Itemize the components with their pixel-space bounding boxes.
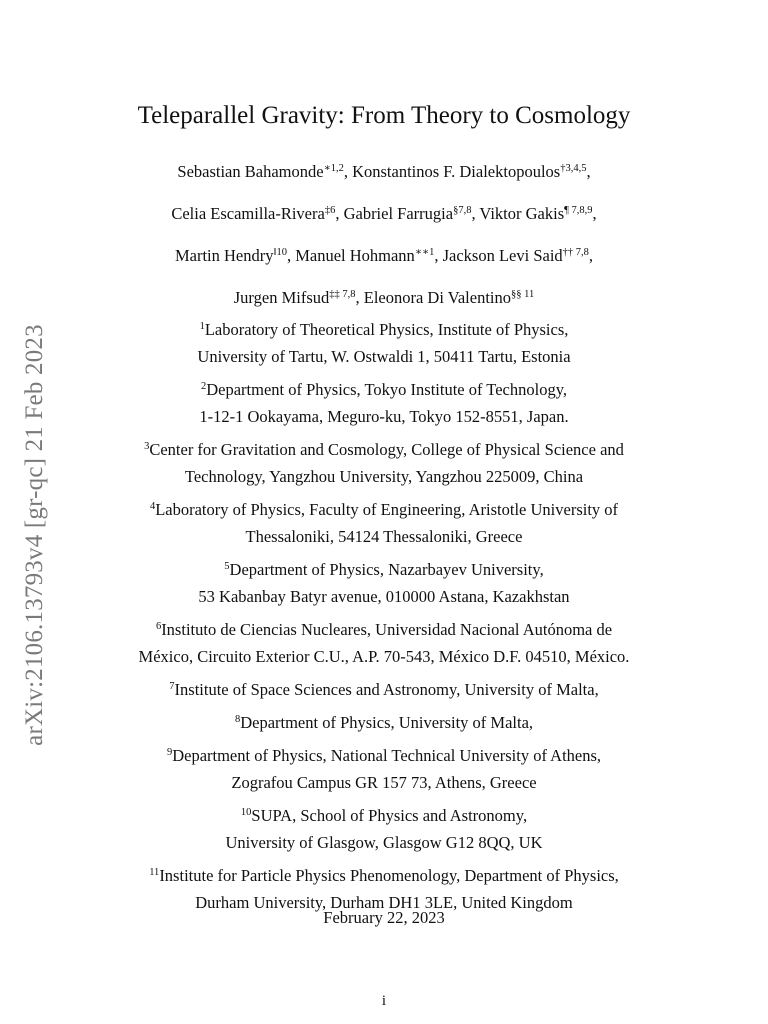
author-name: Gabriel Farrugia [343, 204, 454, 223]
author-marks: §§ 11 [511, 289, 535, 300]
author-name: Sebastian Bahamonde [177, 162, 324, 181]
publication-date: February 22, 2023 [323, 908, 445, 927]
affiliation-5 [0, 556, 768, 610]
affiliation-line: Zografou Campus GR 157 73, Athens, Greece [231, 773, 537, 792]
author-name: Manuel Hohmann [295, 246, 415, 265]
affiliation-line: Department of Physics, University of Malta, [240, 713, 534, 732]
author-name: Konstantinos F. Dialektopoulos [352, 162, 561, 181]
affiliation-line: Durham University, Durham DH1 3LE, United Kingdom [195, 893, 573, 912]
affiliation-4 [0, 496, 768, 550]
author-name: Viktor Gakis [479, 204, 565, 223]
affiliation-line: Technology, Yangzhou University, Yangzhou 225009, China [184, 467, 584, 486]
affiliation-number: 8 [234, 714, 241, 725]
affiliation-number: 6 [155, 621, 162, 632]
affiliation-8 [0, 709, 768, 736]
affiliation-number: 5 [224, 561, 230, 572]
affiliation-number: 7 [169, 681, 175, 692]
paper-title: Teleparallel Gravity: From Theory to Cosmology [137, 102, 631, 129]
author-name: Jurgen Mifsud [233, 288, 330, 307]
author-marks: ¶ 7,8,9 [564, 205, 593, 216]
author-marks: †3,4,5 [560, 163, 587, 174]
author-marks: †† 7,8 [562, 247, 589, 258]
affiliation-number: 4 [149, 501, 156, 512]
author-list [0, 158, 768, 326]
author-name: Eleonora Di Valentino [363, 288, 511, 307]
affiliation-line: México, Circuito Exterior C.U., A.P. 70-543, México D.F. 04510, México. [138, 647, 630, 666]
affiliation-line: SUPA, School of Physics and Astronomy, [251, 806, 528, 825]
author-marks: ∗1,2 [323, 163, 344, 174]
author-name: Martin Hendry [174, 246, 274, 265]
page-number: i [381, 993, 387, 1009]
affiliation-line: Thessaloniki, 54124 Thessaloniki, Greece [245, 527, 523, 546]
affiliation-6 [0, 616, 768, 670]
affiliation-line: 53 Kabanbay Batyr avenue, 010000 Astana, Kazakhstan [198, 587, 570, 606]
affiliation-line: Center for Gravitation and Cosmology, College of Physical Science and [149, 440, 624, 459]
affiliation-line: Institute for Particle Physics Phenomenology, Department of Physics, [159, 866, 619, 885]
author-marks: ‖10 [273, 247, 287, 258]
arxiv-stamp: arXiv:2106.13793v4 [gr-qc] 21 Feb 2023 [21, 324, 48, 746]
author-name: Celia Escamilla-Rivera [171, 204, 325, 223]
affiliation-list [0, 316, 768, 922]
author-line: Celia Escamilla-Rivera$^{\ddagger 6}$, Gabriel Farrugia$^{\S 7,8}$, Viktor Gakis$^{\P 7,8,9}$, [171, 204, 597, 223]
author-marks: ‡‡ 7,8 [329, 289, 356, 300]
affiliation-line: Department of Physics, Tokyo Institute of Technology, [206, 380, 568, 399]
affiliation-line: Laboratory of Physics, Faculty of Engineering, Aristotle University of [155, 500, 619, 519]
affiliation-1 [0, 316, 768, 370]
affiliation-9 [0, 742, 768, 796]
affiliation-line: 1-12-1 Ookayama, Meguro-ku, Tokyo 152-8551, Japan. [199, 407, 569, 426]
affiliation-line: University of Glasgow, Glasgow G12 8QQ, UK [225, 833, 543, 852]
affiliation-number: 11 [149, 867, 160, 878]
affiliation-number: 9 [166, 747, 173, 758]
affiliation-number: 3 [144, 441, 150, 452]
affiliation-number: 2 [200, 381, 207, 392]
affiliation-10 [0, 802, 768, 856]
affiliation-3 [0, 436, 768, 490]
author-marks: §7,8 [453, 205, 472, 216]
author-line: Martin Hendry$^{‖10}$, Manuel Hohmann$^{∗∗1}$, Jackson Levi Said$^{\dagger\dagger 7,8}$, [174, 246, 594, 265]
affiliation-number: 10 [240, 807, 252, 818]
author-line: Sebastian Bahamonde$^{∗1,2}$, Konstantinos F. Dialektopoulos$^{\dagger 3,4,5}$, [177, 162, 591, 181]
affiliation-number: 1 [199, 321, 205, 332]
affiliation-2 [0, 376, 768, 430]
author-marks: ∗∗1 [414, 247, 435, 258]
affiliation-line: University of Tartu, W. Ostwaldi 1, 50411 Tartu, Estonia [197, 347, 571, 366]
affiliation-line: Department of Physics, Nazarbayev University, [229, 560, 544, 579]
affiliation-line: Instituto de Ciencias Nucleares, Universidad Nacional Autónoma de [161, 620, 613, 639]
affiliation-7 [0, 676, 768, 703]
author-name: Jackson Levi Said [442, 246, 563, 265]
affiliation-line: Laboratory of Theoretical Physics, Institute of Physics, [204, 320, 569, 339]
affiliation-line: Institute of Space Sciences and Astronomy, University of Malta, [174, 680, 599, 699]
affiliation-line: Department of Physics, National Technical University of Athens, [172, 746, 602, 765]
author-marks: ‡6 [324, 205, 336, 216]
author-line: Jurgen Mifsud$^{\ddagger\ddagger 7,8}$, Eleonora Di Valentino$^{\S\S 11}$ [233, 288, 535, 307]
